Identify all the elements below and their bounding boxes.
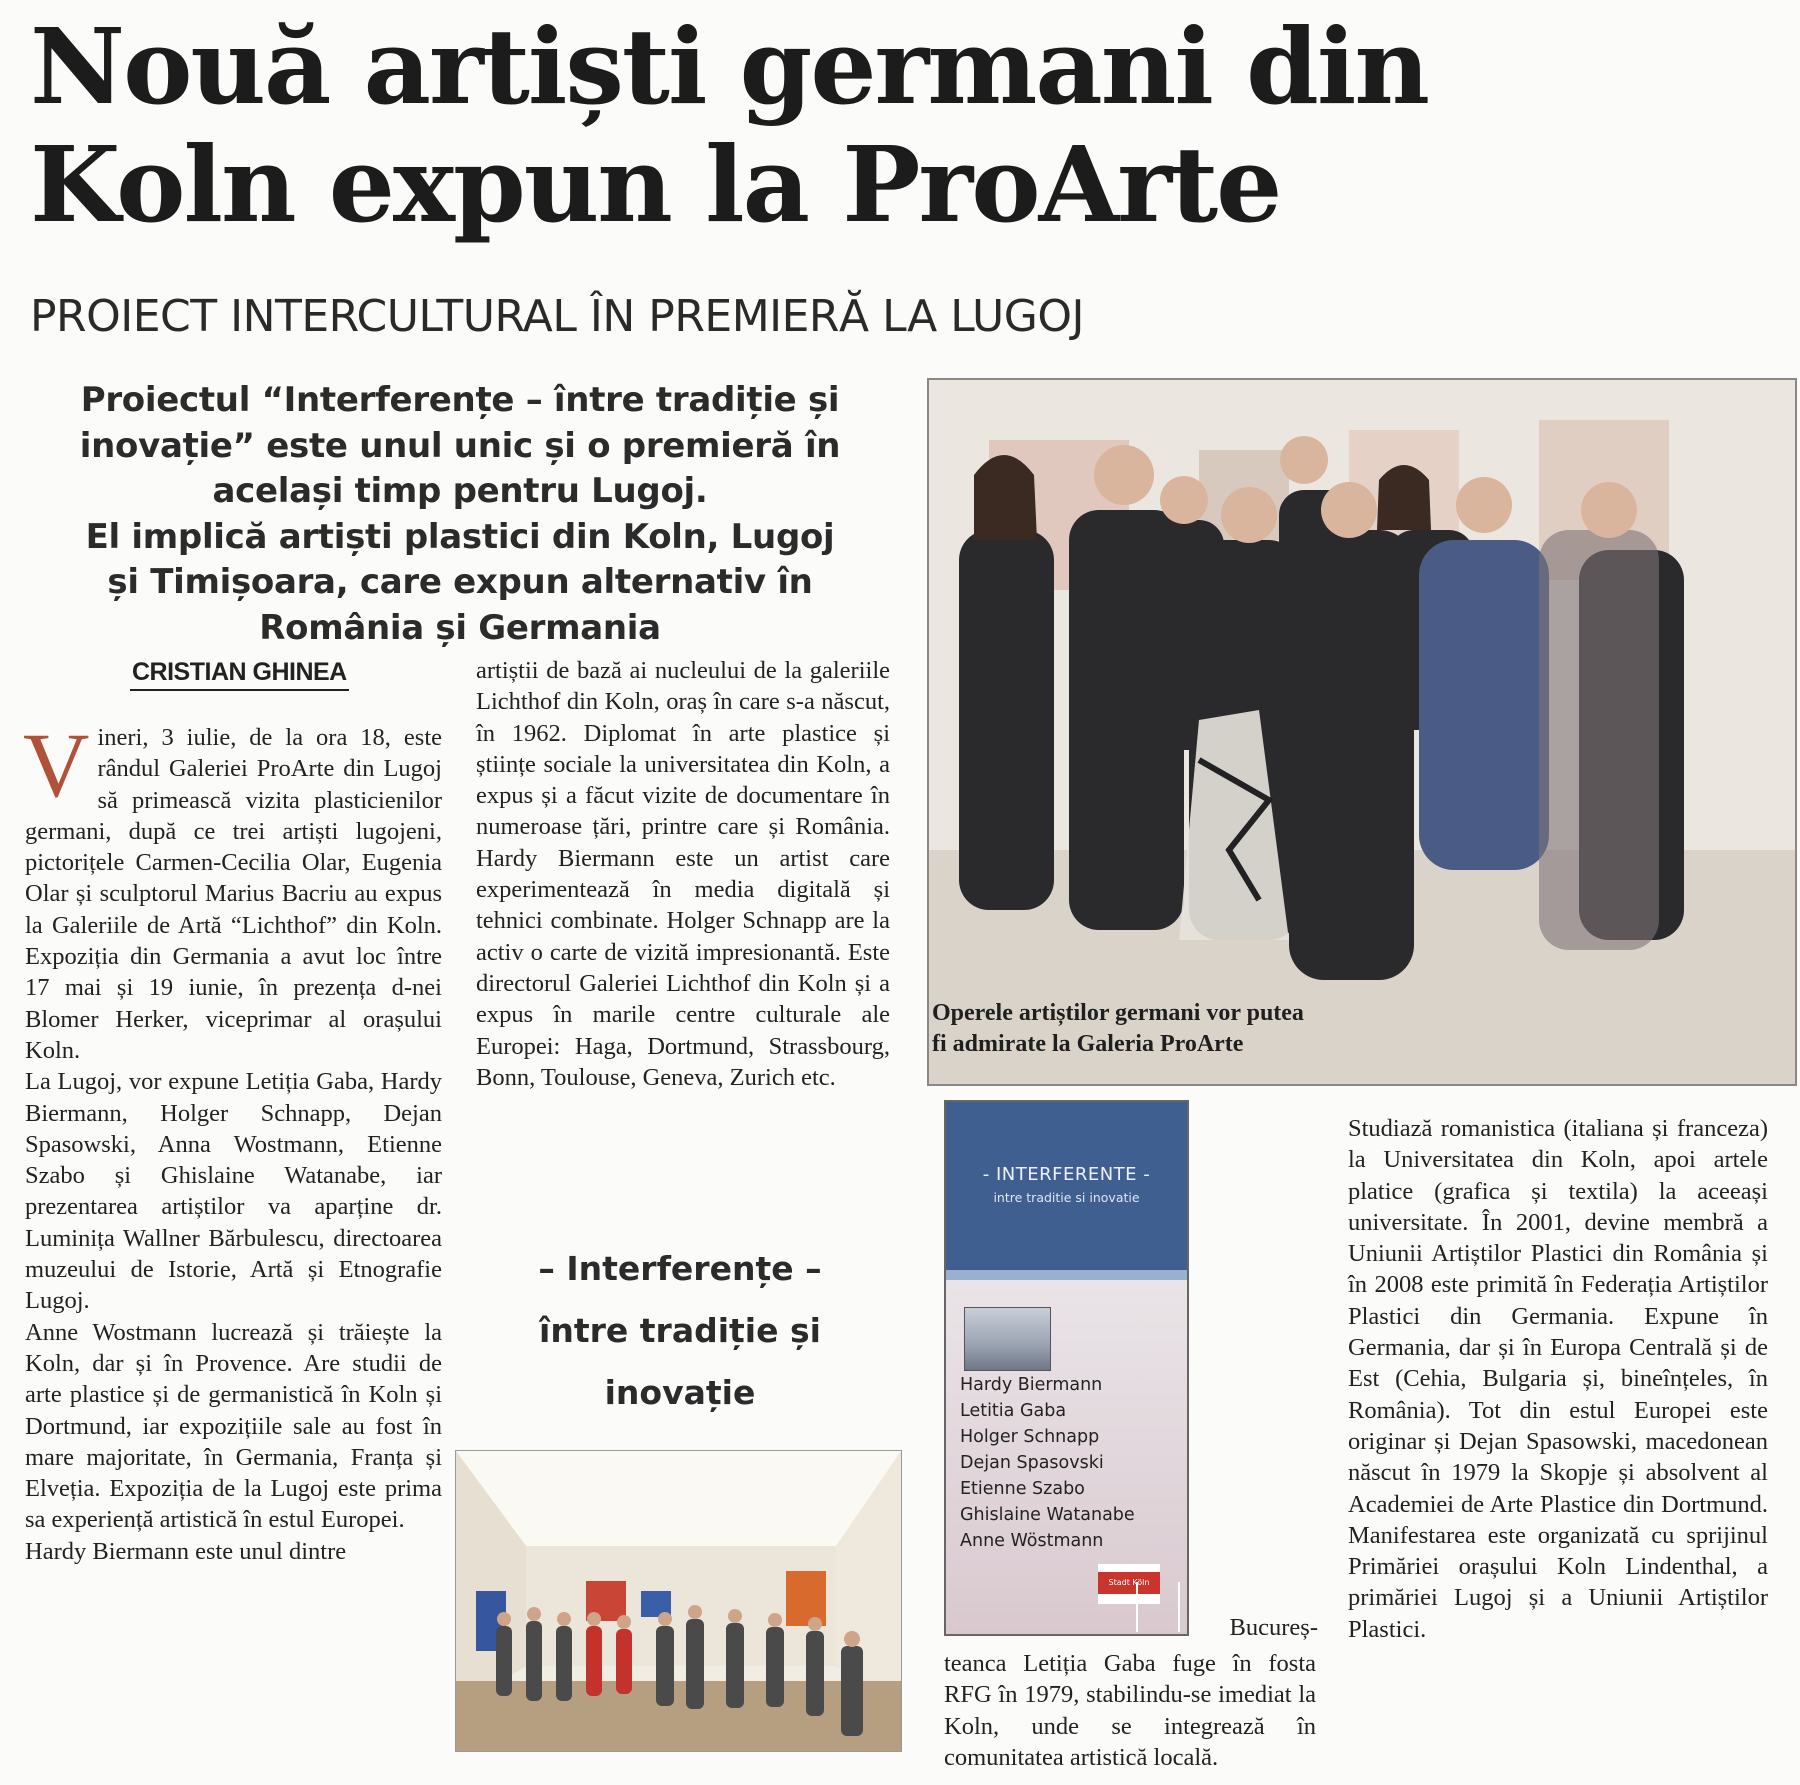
paragraph: La Lugoj, vor expune Letiția Gaba, Hardy Biermann, Holger Schnapp, Dejan Spasowski, Anna Wostmann, Etienne Szabo și Ghislaine Watanabe, iar prezentarea artiștilor va aparține dr. Luminița Wallner Bărbulescu, directoarea muzeului de Istorie, Artă și Etnografie Lugoj. <box>25 1068 442 1315</box>
poster-artist-name: Letitia Gaba <box>960 1401 1067 1421</box>
headline <box>30 5 1790 246</box>
poster-artist-name: Ghislaine Watanabe <box>960 1505 1135 1525</box>
article-column-2 <box>476 655 890 1093</box>
lead-line: inovație” este unul unic și o premieră în <box>79 425 841 466</box>
poster-artist-name: Etienne Szabo <box>960 1479 1085 1499</box>
paragraph <box>23 714 442 1066</box>
paragraph: Hardy Biermann este unul dintre <box>25 1537 347 1565</box>
poster-stripe <box>946 1270 1187 1280</box>
pull-quote-line: între tradiție și <box>539 1311 821 1350</box>
paragraph-text: ineri, 3 iulie, de la ora 18, este rândul Galeriei ProArte din Lugoj să primească vizita plasticienilor germani, după ce trei artiști lugojeni, pictorițele Carmen-Cecilia Olar, Eugenia Olar și sculptorul Marius Bacriu au expus la Galeriile de Artă “Lichthof” din Koln. Expoziția din Germania a avut loc între 17 mai și 19 iunie, în prezența d-nei Blomer Herker, viceprimar al orașului Koln. <box>25 724 442 1064</box>
headline-line-1: Nouă artiști germani din <box>30 5 1428 128</box>
lead-line: Proiectul “Interferențe – între tradiție și <box>80 380 840 420</box>
group-photo-image <box>929 380 1795 1084</box>
lead-line: și Timișoara, care expun alternativ în <box>107 562 813 602</box>
poster-artist-name: Dejan Spasovski <box>960 1453 1104 1473</box>
exhibition-poster <box>944 1100 1189 1636</box>
kicker: PROIECT INTERCULTURAL ÎN PREMIERĂ LA LUGOJ <box>30 291 1084 342</box>
poster-gallery-thumbnail <box>964 1307 1051 1371</box>
article-column-1 <box>23 714 442 1567</box>
poster-artist-name: Anne Wöstmann <box>960 1531 1104 1551</box>
poster-artist-name: Holger Schnapp <box>960 1427 1100 1447</box>
lead-line: același timp pentru Lugoj. <box>212 471 708 511</box>
paragraph: Studiază romanistica (italiana și franceza) la Universitatea din Koln, apoi artele platice (grafica și textila) la aceeași universitate. În 2001, devine membră a Uniunii Artiștilor Plastici din România și în 2008 este primită în Federația Artiștilor Plastici din Germania. Expune în Germania, dar și în Europa Centrală și de Est (Cehia, Bulgaria și, bineînțeles, în România). Tot din estul Europei este originar și Dejan Spasowski, macedonean născut în 1979 la Skopje și absolvent al Academiei de Arte Plastice din Dortmund. Manifestarea este organizată cu sprijinul Primăriei orașului Koln Lindenthal, a primăriei Lugoj și a Uniunii Artiștilor Plastici. <box>1348 1115 1768 1643</box>
paragraph: teanca Letiția Gaba fuge în fosta RFG în 1979, stabilindu-se imediat la Koln, unde se integrează în comunitatea artistică locală. <box>944 1650 1316 1771</box>
continuation-lead-word: Bucureș- <box>1229 1614 1318 1641</box>
lead-paragraph <box>40 378 880 651</box>
poster-decorative-bars <box>1136 1582 1180 1632</box>
poster-artist-name: Hardy Biermann <box>960 1375 1103 1395</box>
dropcap: V <box>23 714 90 816</box>
poster-header-band <box>946 1102 1187 1270</box>
pull-quote-line: – Interferențe – <box>538 1249 822 1288</box>
lead-line: El implică artiști plastici din Koln, Lugoj <box>85 516 835 557</box>
stadt-koln-logo: Stadt Köln <box>1098 1572 1160 1594</box>
lead-line: România și Germania <box>259 607 661 648</box>
gallery-photo <box>455 1450 902 1752</box>
gallery-photo-image <box>456 1451 901 1751</box>
headline-line-2: Koln expun la ProArte <box>30 123 1281 246</box>
pull-quote-line: inovație <box>604 1373 756 1412</box>
photo-caption <box>932 998 1402 1060</box>
caption-line: fi admirate la Galeria ProArte <box>932 1031 1244 1057</box>
caption-line: Operele artiștilor germani vor putea <box>932 1000 1304 1026</box>
poster-artist-list <box>960 1372 1180 1554</box>
byline: CRISTIAN GHINEA <box>130 657 349 691</box>
paragraph: artiștii de bază ai nucleului de la galeriile Lichthof din Koln, oraș în care s-a născut, în 1962. Diplomat în arte plastice și științe sociale la universitatea din Koln, a expus și a făcut vizite de documentare în numeroase țări, printre care și România. Hardy Biermann este un artist care experimentează în media digitală și tehnici combinate. Holger Schnapp are la activ o carte de vizită impresionantă. Este directorul Galeriei Lichthof din Koln și a expus în marile centre culturale ale Europei: Haga, Dortmund, Strassbourg, Bonn, Toulouse, Geneva, Zurich etc. <box>476 657 890 1091</box>
pull-quote <box>470 1238 890 1424</box>
paragraph: Anne Wostmann lucrează și trăiește la Koln, dar și în Provence. Are studii de arte plastice și de germanistică în Koln și Dortmund, iar expozițiile sale au fost în mare majoritate, în Germania, Franța și Elveția. Expoziția de la Lugoj este prima sa experiență artistică în estul Europei. <box>25 1318 442 1534</box>
article-column-bottom <box>944 1648 1316 1773</box>
poster-title: - INTERFERENTE - <box>982 1164 1151 1185</box>
group-photo <box>927 378 1797 1086</box>
poster-subtitle: intre traditie si inovatie <box>993 1190 1140 1205</box>
article-column-3 <box>1348 1113 1768 1645</box>
